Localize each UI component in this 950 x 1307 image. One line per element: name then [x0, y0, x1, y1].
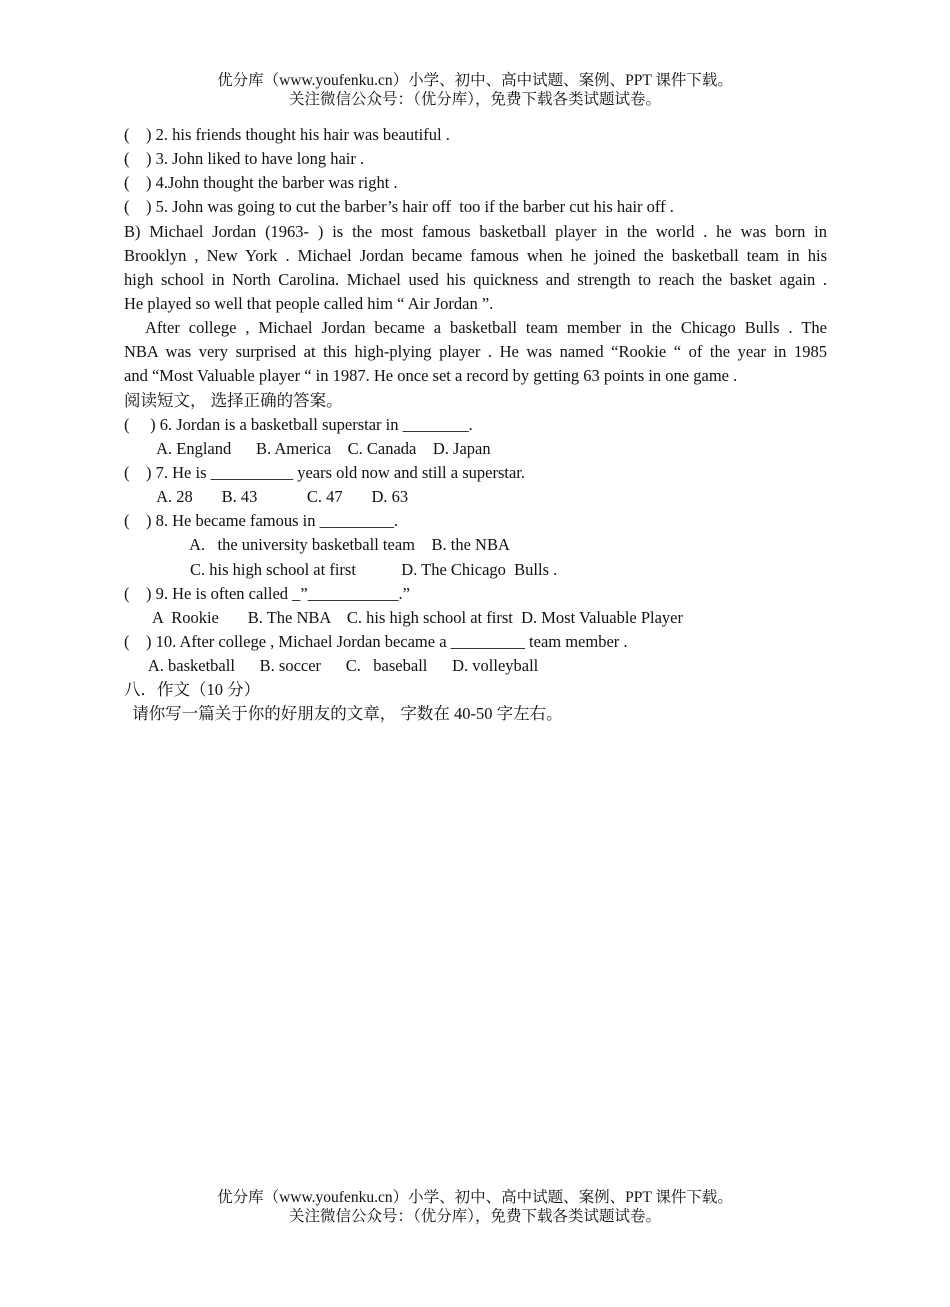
question-7-options: A. 28 B. 43 C. 47 D. 63: [124, 487, 409, 507]
question-10-options: A. basketball B. soccer C. baseball D. volleyball: [124, 656, 539, 676]
question-3: ( ) 3. John liked to have long hair .: [124, 149, 365, 169]
footer-line-1: 优分库（www.youfenku.cn）小学、初中、高中试题、案例、PPT 课件下载。: [217, 1189, 733, 1206]
question-8: ( ) 8. He became famous in _________.: [124, 511, 399, 531]
question-9: ( ) 9. He is often called _”___________.”: [124, 583, 410, 603]
question-4: ( ) 4.John thought the barber was right .: [124, 173, 398, 193]
header-line-1: 优分库（www.youfenku.cn）小学、初中、高中试题、案例、PPT 课件下载。: [217, 72, 733, 89]
question-9-options: A Rookie B. The NBA C. his high school at first D. Most Valuable Player: [124, 607, 684, 627]
passage-text: After college , Michael Jordan became a basketball team member in the Chicago Bulls . The: [145, 318, 827, 338]
passage-line: NBA was very surprised at this high-plying player . He was named “Rookie “ of the year in 1985: [124, 342, 827, 362]
question-6-options: A. England B. America C. Canada D. Japan: [124, 438, 491, 458]
passage-line: B) Michael Jordan (1963- ) is the most famous basketball player in the world . he was born in: [124, 221, 827, 241]
document-body: [124, 123, 827, 727]
question-8-options-ab: A. the university basketball team B. the NBA: [124, 535, 510, 555]
question-10: ( ) 10. After college , Michael Jordan became a _________ team member .: [124, 631, 628, 651]
question-5: ( ) 5. John was going to cut the barber’s hair off too if the barber cut his hair off .: [124, 197, 674, 217]
passage-line: and “Most Valuable player “ in 1987. He once set a record by getting 63 points in one game .: [124, 366, 738, 386]
passage-line: [124, 316, 827, 340]
question-7: ( ) 7. He is __________ years old now and still a superstar.: [124, 462, 525, 482]
passage-line: high school in North Carolina. Michael used his quickness and strength to reach the basket again .: [124, 269, 827, 289]
passage-line: Brooklyn , New York . Michael Jordan became famous when he joined the basketball team in his: [124, 245, 827, 265]
page-header: [0, 71, 950, 109]
question-6: ( ) 6. Jordan is a basketball superstar in ________.: [124, 414, 473, 434]
footer-line-2: 关注微信公众号：（优分库），免费下载各类试题试卷。: [288, 1208, 661, 1225]
header-line-2: 关注微信公众号：（优分库），免费下载各类试题试卷。: [288, 91, 661, 108]
section-heading: 八．作文（10 分）: [124, 680, 261, 700]
passage-line: He played so well that people called him “ Air Jordan ”.: [124, 293, 494, 313]
question-8-options-cd: C. his high school at first D. The Chicago Bulls .: [124, 559, 558, 579]
instruction-line: 阅读短文， 选择正确的答案。: [124, 390, 343, 410]
question-2: ( ) 2. his friends thought his hair was beautiful .: [124, 125, 450, 144]
page-footer: [0, 1188, 950, 1226]
writing-prompt: 请你写一篇关于你的好朋友的文章， 字数在 40-50 字左右。: [124, 704, 563, 724]
